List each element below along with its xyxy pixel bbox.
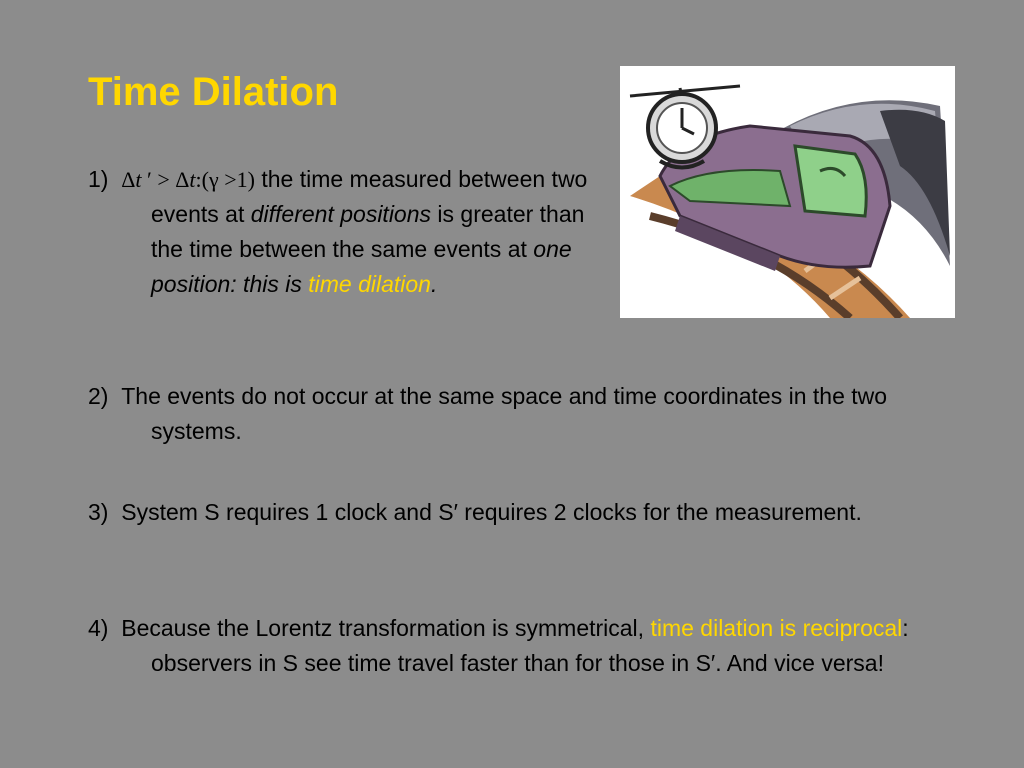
item-italic-text-2: one position: this is xyxy=(151,236,572,297)
formula-delta: Δ xyxy=(121,167,136,192)
formula-t: t xyxy=(135,167,142,192)
item-text-2: : observers in S see time travel faster than for those in S′. And vice versa! xyxy=(151,615,909,676)
item-text: Because the Lorentz transformation is symmetrical, xyxy=(121,615,651,641)
item-number: 3) xyxy=(88,499,109,525)
item-text: The events do not occur at the same space and time coordinates in the two systems. xyxy=(121,383,888,444)
formula-t-2: t xyxy=(189,167,196,192)
slide-title: Time Dilation xyxy=(88,70,339,114)
formula-gt1: >1) xyxy=(218,167,255,192)
formula-gamma: γ xyxy=(208,167,219,192)
item-italic-text: different positions xyxy=(250,201,432,227)
list-item-3 xyxy=(88,495,971,530)
highlight-time-dilation: time dilation xyxy=(308,271,431,297)
list-item-4 xyxy=(88,611,931,681)
item-number: 1) xyxy=(88,166,109,192)
formula-prime-gt: ′ > xyxy=(141,167,176,192)
train-icon xyxy=(620,66,955,318)
item-period: . xyxy=(430,271,438,297)
item-number: 2) xyxy=(88,383,109,409)
formula-colon: :( xyxy=(195,167,209,192)
formula-delta-2: Δ xyxy=(175,167,190,192)
item-text: System S requires 1 clock and S′ requires 2 clocks for the measurement. xyxy=(121,499,862,525)
list-item-2 xyxy=(88,379,971,449)
item-number: 4) xyxy=(88,615,109,641)
train-clock-image xyxy=(620,66,955,318)
highlight-reciprocal: time dilation is reciprocal xyxy=(650,615,903,641)
item-text: the time measured between two events at xyxy=(151,166,588,227)
item-text-2: is greater than the time between the same events at xyxy=(151,201,585,262)
list-item-1 xyxy=(88,162,621,302)
formula xyxy=(121,167,255,192)
